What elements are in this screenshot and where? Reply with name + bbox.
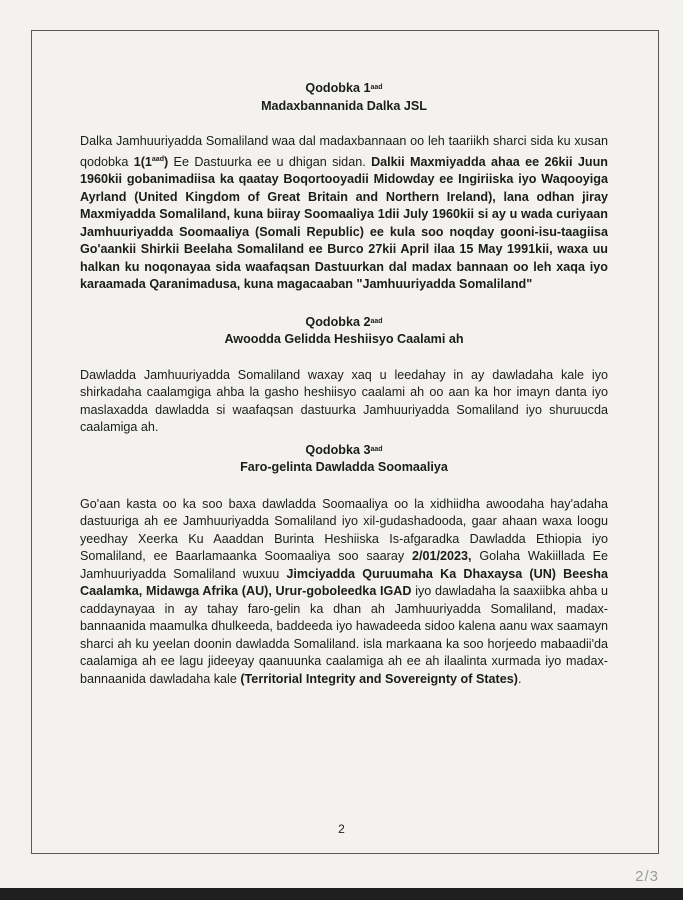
text-run: . — [517, 671, 522, 686]
article2-number: Qodobka 2 — [305, 314, 371, 329]
article1-paragraph — [80, 133, 608, 294]
text-run: Dalka Jamhuuriyadda Somaliland waa dal madaxbannaan oo leh taariikh sharci sida ku xusan qodobka — [80, 134, 608, 169]
document-body — [80, 80, 608, 688]
text-run: 1(1 — [133, 154, 152, 169]
article2-ordinal: aad — [370, 317, 383, 325]
article1-title: Madaxbannanida Dalka JSL — [261, 98, 427, 113]
text-run: Golaha Wakiillada Ee Jamhuuriyadda Somaliland wuxuu — [80, 549, 609, 581]
text-run: iyo dawladaha la saaxiibka ahba u caddaynayaa in ay tahay faro-gelin ka dhan ah Jamhuuriyadda Somaliland, madax-bannaanida maamulka dhulkeeda, baddeeda iyo hawadeeda sidoo kalena aanu wax saamayn sharci ah ku yeelan doonin dawladda Somaliland. isla markaana ka soo horjeedo mabaadii'da caalamiga ah ee lagu jideeyay qaanuunka caalamiga ah ee ah ilaalinta xurmada iyo madax-bannaanida dawladaha kale — [80, 584, 608, 686]
page-counter: 2/3 — [635, 868, 659, 885]
text-run: (Territorial Integrity and Sovereignty of States) — [240, 671, 518, 686]
text-run: Ee Dastuurka ee u dhigan sidan. — [168, 154, 372, 169]
text-run: Dalkii Maxmiyadda ahaa ee 26kii Juun 1960kii gobanimadiisa ka qaatay Boqortooyadii Midowday ee Ingiriiska iyo Waqooyiga Ayrland (United Kingdom of Great Britain and Northern Ireland), lana odhan jiray Maxmiyadda Somaliland, kuna biiray Soomaaliya 1dii July 1960kii si ay u wada curiyaan Jamhuuriyadda Soomaaliya (Somali Republic) ee kula soo noqday gooni-isu-taagiisa Go'aankii Shirkii Beelaha Somaliland ee Burco 27kii April ilaa 15 May 1991kii, waxa uu halkan ku noqonayaa sida waafaqsan Dastuurkan dal madax bannaan oo leh xaqa iyo karaamada Qaranimadusa, kuna magacaaban "Jamhuuriyadda Somaliland" — [80, 154, 608, 292]
article2-title: Awoodda Gelidda Heshiisyo Caalami ah — [224, 332, 464, 347]
article3-heading — [80, 442, 608, 460]
text-run: aad — [151, 155, 164, 163]
article3-title: Faro-gelinta Dawladda Soomaaliya — [240, 460, 448, 475]
article3-ordinal: aad — [370, 445, 383, 453]
text-run: 2/01/2023, — [412, 549, 472, 564]
article1-heading — [80, 80, 608, 98]
article2-heading — [80, 314, 608, 332]
article2-paragraph: Dawladda Jamhuuriyadda Somaliland waxay xaq u leedahay in ay dawladaha kale iyo shirkadaha caalamgiga ahba la gasho heshiisyo caalami ah oo aan ka hor imayn danta iyo maslaxadda dawladda si waafaqsan dastuurka Jamhuuriyadda Somaliland iyo shuruucda caalamiga ah. — [80, 367, 608, 435]
text-run: Jimciyadda Quruumaha Ka Dhaxaysa (UN) Beesha Caalamka, Midawga Afrika (AU), Urur-goboleedka IGAD — [80, 566, 608, 599]
text-run: Go'aan kasta oo ka soo baxa dawladda Soomaaliya oo la xidhiidha awoodaha hay'adaha dastuuriga ah ee Jamhuuriyadda Somaliland iyo xil-gudashadooda, gaar ahaan waxa loogu yeedhay Xeerka Ku Aaaddan Burinta Heshiiska Is-afgaradka Dawladda Ethiopia iyo Somaliland, ee Baarlamaanka Soomaaliya soo saaray — [80, 496, 608, 564]
text-run: ) — [163, 154, 169, 169]
page-number: 2 — [338, 822, 345, 836]
article1-number: Qodobka 1 — [305, 81, 371, 95]
article3-paragraph — [80, 496, 608, 689]
article3-number: Qodobka 3 — [305, 442, 371, 457]
article1-ordinal: aad — [370, 84, 383, 91]
